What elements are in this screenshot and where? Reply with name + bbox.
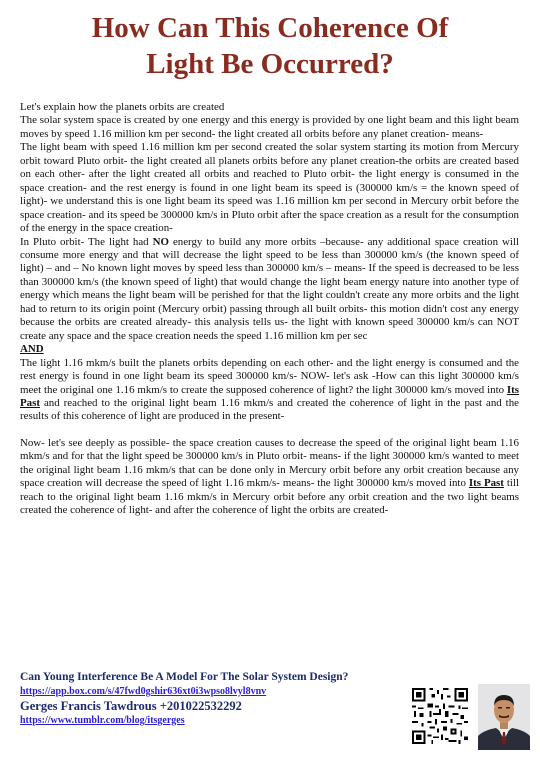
paragraph-intro: Let's explain how the planets orbits are created xyxy=(20,101,225,113)
paragraph-coherence xyxy=(20,357,519,424)
tumblr-link[interactable]: https://www.tumblr.com/blog/itsgerges xyxy=(20,715,185,726)
paragraph-pluto xyxy=(20,236,519,344)
paragraph-deeply xyxy=(20,437,519,518)
coherence-text-b: and reached to the original light beam 1.16 mkm/s and created the coherence of light in the past and the results of this coherence of light are produced in the present- xyxy=(20,396,519,423)
qr-code-icon xyxy=(412,688,468,744)
title-line-1: How Can This Coherence Of xyxy=(91,12,449,44)
and-heading: AND xyxy=(20,343,44,356)
article-body xyxy=(20,101,519,518)
deeply-text-b: till reach to the original light beam 1.16 mkm/s in Mercury orbit before any orbit creation and the two light beams created the coherence of light- and after the coherence of light the orbits are created- xyxy=(20,477,519,517)
box-link[interactable]: https://app.box.com/s/47fwd0gshir636xt0i3wpso8lvyl8vnv xyxy=(20,686,267,697)
emphasis-its-past-2: Its Past xyxy=(468,477,504,490)
author-line: Gerges Francis Tawdrous +201022532292 xyxy=(20,699,242,713)
emphasis-its-past: Its Past xyxy=(20,383,519,409)
footer-question: Can Young Interference Be A Model For The Solar System Design? xyxy=(20,671,349,683)
paragraph-orbit-creation: The light beam with speed 1.16 million km per second created the solar system starting its motion from Mercury orbit toward Pluto orbit- the light created all planets orbits before any planet creation-the orbits are created based on each other- after the light created all orbits and reached to Pluto orbit- the light energy is consumed in the space creation- and the rest energy is found in one light beam its speed is (300000 km/s = the known speed of light)- we understand this is one light beam its speed was 1.16 million km per second in Mercury orbit before the space creation- and its speed be 300000 km/s in Pluto orbit after the space creation as a result for the consumption of the energy in the space creation- xyxy=(20,141,519,235)
footer xyxy=(20,670,400,727)
coherence-text-a: The light 1.16 mkm/s built the planets orbits depending on each other- and the light energy is consumed and the rest energy is found in one light beam its speed 300000 km/s- NOW- let's ask -How can this light 300000 km/s meet the original one 1.16 mkm/s to create the supposed coherence of light? the light 300000 km/s moved into xyxy=(20,356,519,396)
portrait-image xyxy=(478,684,530,750)
paragraph-spacer xyxy=(20,424,519,437)
pluto-text-a: In Pluto orbit- The light had xyxy=(20,235,153,248)
title-line-2: Light Be Occurred? xyxy=(146,48,394,80)
and-row xyxy=(20,343,519,356)
pluto-text-b: energy to build any more orbits –because- any additional space creation will consume more energy and that will decrease the light speed to be less than 300000 km/s (the known speed of light) – and – No known light moves by speed less than 300000 km/s – means- If the speed is decreased to be less than 300000 km/s (the known speed of light) that would change the light beam energy nature into another type of energy which means the light beam will be perished for that the light couldn't create any more orbits and the light had to return to its origin point (Mercury orbit) passing through all built orbits- this motion didn't cost any energy because the orbits are created already- this analysis tells us- the light with known speed 300000 km/s can NOT create any space and the space creation needs the speed 1.16 million km per sec xyxy=(20,235,519,342)
page-title xyxy=(0,10,540,82)
emphasis-no: NO xyxy=(152,235,169,248)
deeply-text-a: Now- let's see deeply as possible- the space creation causes to decrease the speed of the original light beam 1.16 mkm/s and for that the light speed be 300000 km/s in Pluto orbit- means- if the light 300000 km/s wanted to meet the original light beam 1.16 mkm/s that can be done only in Mercury orbit before any orbit creation because any space creation will decrease the speed of light 1.16 mkm/s- means- the light 300000 km/s moved into xyxy=(20,436,519,490)
author-photo xyxy=(478,684,530,750)
paragraph-energy: The solar system space is created by one energy and this energy is provided by one light beam and this light beam moves by speed 1.16 million km per second- the light created all orbits before any planet creation- means- xyxy=(20,114,519,140)
